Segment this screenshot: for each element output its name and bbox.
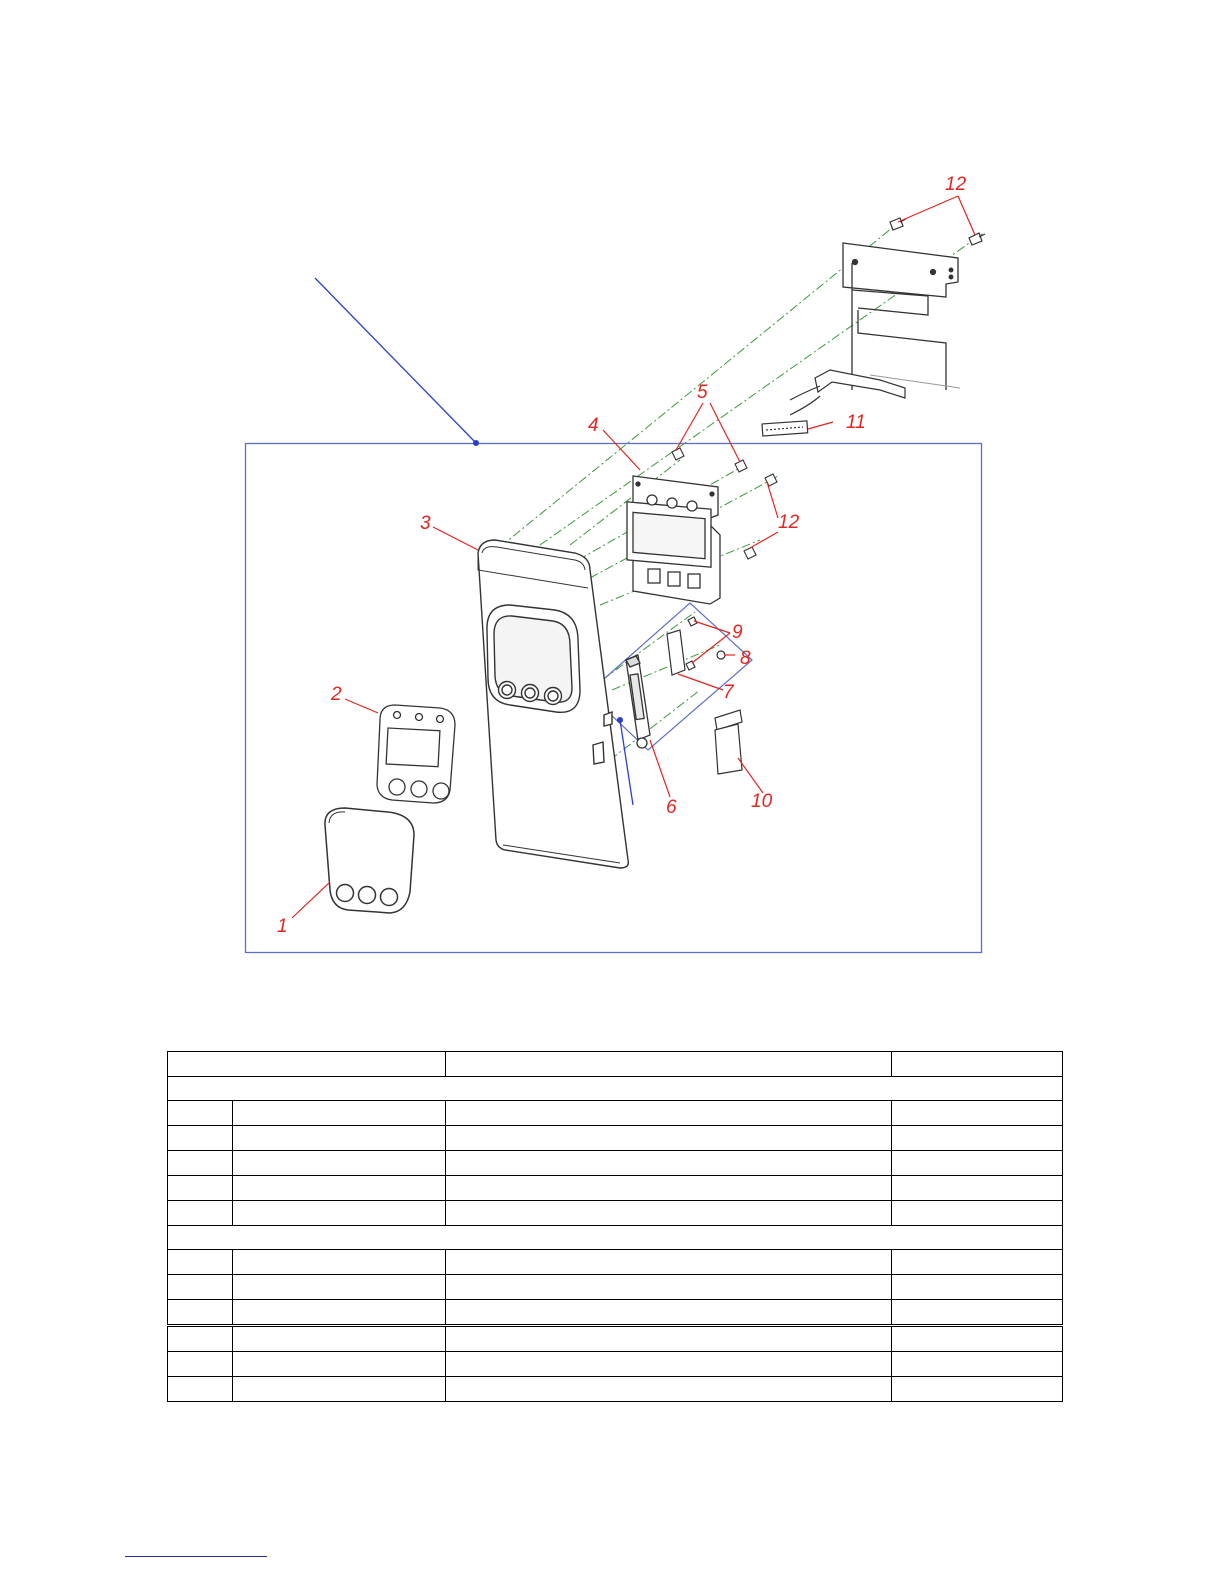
parts-table <box>167 1051 1063 1402</box>
table-cell <box>233 1176 446 1201</box>
table-cell <box>233 1300 446 1326</box>
table-cell <box>233 1151 446 1176</box>
section-row <box>168 1226 1063 1250</box>
table-cell <box>892 1201 1063 1226</box>
table-row <box>168 1201 1063 1226</box>
table-cell <box>446 1151 892 1176</box>
table-cell <box>892 1250 1063 1275</box>
table-cell <box>233 1352 446 1377</box>
front-housing <box>478 540 628 868</box>
table-cell <box>168 1201 233 1226</box>
table-row <box>168 1300 1063 1326</box>
table-cell <box>168 1352 233 1377</box>
callout-4: 4 <box>588 415 599 436</box>
table-cell <box>446 1201 892 1226</box>
table-row <box>168 1126 1063 1151</box>
table-cell <box>446 1326 892 1352</box>
display-board <box>627 476 720 604</box>
table-row <box>168 1275 1063 1300</box>
table-cell <box>233 1126 446 1151</box>
callout-11: 11 <box>846 412 866 433</box>
table-row <box>168 1250 1063 1275</box>
table-cell <box>168 1101 233 1126</box>
table-cell <box>168 1300 233 1326</box>
callout-12-middle: 12 <box>778 512 800 533</box>
table-cell <box>233 1377 446 1402</box>
label-gasket <box>715 710 742 774</box>
mounting-bracket <box>843 243 960 390</box>
parts-table-body <box>168 1052 1063 1402</box>
section-cell <box>168 1077 1063 1101</box>
table-cell <box>233 1250 446 1275</box>
table-cell <box>446 1352 892 1377</box>
table-row <box>168 1326 1063 1352</box>
ribbon-cable <box>762 370 905 436</box>
footer-link-underline[interactable] <box>125 1556 267 1557</box>
table-cell <box>892 1377 1063 1402</box>
table-cell <box>233 1101 446 1126</box>
table-header-row <box>168 1052 1063 1077</box>
table-cell <box>892 1275 1063 1300</box>
table-row <box>168 1151 1063 1176</box>
table-cell <box>446 1126 892 1151</box>
table-row <box>168 1101 1063 1126</box>
table-cell <box>446 1300 892 1326</box>
callout-9: 9 <box>732 622 743 643</box>
header-cell <box>168 1052 446 1077</box>
table-cell <box>892 1101 1063 1126</box>
table-cell <box>892 1300 1063 1326</box>
side-module <box>626 655 650 748</box>
section-cell <box>168 1226 1063 1250</box>
callout-7: 7 <box>723 682 734 703</box>
table-cell <box>233 1326 446 1352</box>
table-cell <box>892 1151 1063 1176</box>
table-cell <box>168 1126 233 1151</box>
table-cell <box>892 1126 1063 1151</box>
table-cell <box>892 1176 1063 1201</box>
display-bezel <box>377 705 455 803</box>
membrane-overlay <box>325 808 414 913</box>
table-cell <box>168 1275 233 1300</box>
table-cell <box>168 1151 233 1176</box>
table-cell <box>446 1275 892 1300</box>
table-cell <box>233 1275 446 1300</box>
table-row <box>168 1352 1063 1377</box>
callout-8: 8 <box>740 648 751 669</box>
callout-10: 10 <box>751 791 773 812</box>
table-cell <box>168 1326 233 1352</box>
table-cell <box>168 1377 233 1402</box>
callout-3: 3 <box>420 513 431 534</box>
header-cell <box>892 1052 1063 1077</box>
top-screws <box>890 218 985 245</box>
table-cell <box>446 1176 892 1201</box>
callout-1: 1 <box>277 916 288 937</box>
table-cell <box>446 1101 892 1126</box>
callout-12-top: 12 <box>945 174 967 195</box>
callout-6: 6 <box>666 797 677 818</box>
table-row <box>168 1377 1063 1402</box>
table-cell <box>446 1377 892 1402</box>
table-cell <box>892 1352 1063 1377</box>
table-cell <box>892 1326 1063 1352</box>
callout-5: 5 <box>697 382 708 403</box>
header-cell <box>446 1052 892 1077</box>
table-cell <box>446 1250 892 1275</box>
table-cell <box>168 1250 233 1275</box>
section-row <box>168 1077 1063 1101</box>
table-cell <box>168 1176 233 1201</box>
table-row <box>168 1176 1063 1201</box>
callout-2: 2 <box>331 684 342 705</box>
table-cell <box>233 1201 446 1226</box>
